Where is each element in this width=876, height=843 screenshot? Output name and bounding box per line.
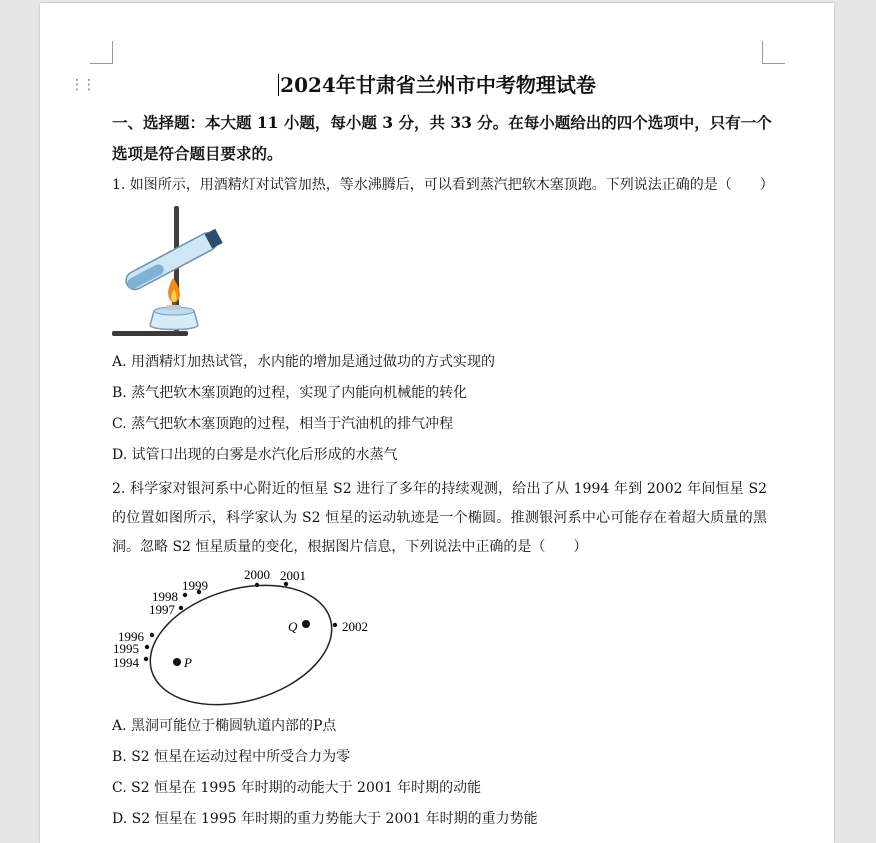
document-title[interactable]: 2024年甘肃省兰州市中考物理试卷 (280, 73, 596, 97)
question-1-option-d: D. 试管口出现的白雾是水汽化后形成的水蒸气 (112, 447, 398, 463)
year-label: 1995 (113, 641, 139, 656)
year-label: 1997 (149, 602, 175, 617)
question-2-option-a: A. 黑洞可能位于椭圆轨道内部的P点 (112, 718, 337, 734)
margin-corner-mark (762, 41, 785, 64)
year-label: 1998 (152, 589, 178, 604)
year-label: 2002 (342, 619, 368, 634)
margin-corner-mark (90, 41, 113, 64)
orbit-point (255, 583, 259, 587)
orbit-point (183, 593, 187, 597)
question-2-option-c: C. S2 恒星在 1995 年时期的动能大于 2001 年时期的动能 (112, 780, 482, 796)
question-1-option-a: A. 用酒精灯加热试管，水内能的增加是通过做功的方式实现的 (112, 354, 496, 370)
year-label: 1996 (118, 629, 144, 644)
point-p-marker (173, 658, 181, 666)
alcohol-lamp-figure (110, 203, 226, 343)
year-label: 2000 (244, 567, 270, 582)
orbit-point (179, 606, 183, 610)
question-1-stem: 1. 如图所示，用酒精灯对试管加热，等水沸腾后，可以看到蒸汽把软木塞顶跑。下列说法正确的是（ ） (112, 177, 774, 193)
document-page[interactable] (40, 3, 834, 843)
text-cursor (278, 74, 279, 96)
orbit-point (145, 645, 149, 649)
section-heading: 一、选择题：本大题 11 小题，每小题 3 分，共 33 分。在每小题给出的四个选项中，只有一个选项是符合题目要求的。 (112, 113, 772, 163)
point-q-label: Q (288, 619, 298, 634)
question-2-option-d: D. S2 恒星在 1995 年时期的重力势能大于 2001 年时期的重力势能 (112, 811, 538, 827)
orbit-point (333, 623, 337, 627)
year-label: 1994 (113, 655, 139, 670)
year-label: 1999 (182, 578, 208, 593)
question-2-option-b: B. S2 恒星在运动过程中所受合力为零 (112, 749, 351, 765)
question-1-option-b: B. 蒸气把软木塞顶跑的过程，实现了内能向机械能的转化 (112, 385, 468, 401)
question-2-stem: 2. 科学家对银河系中心附近的恒星 S2 进行了多年的持续观测，给出了从 1994 年到 2002 年间恒星 S2 的位置如图所示，科学家认为 S2 恒星的运动轨迹是一个椭圆。推测银河系中心可能存在着超大质量的黑洞。忽略 S2 恒星质量的变化，根据图片信息，下列说法中正确的是（ ） (112, 481, 767, 555)
s2-orbit-figure (102, 563, 382, 713)
point-p-label: P (184, 655, 192, 670)
orbit-point (144, 657, 148, 661)
question-1-option-c: C. 蒸气把软木塞顶跑的过程，相当于汽油机的排气冲程 (112, 416, 454, 432)
drag-handle-icon[interactable]: ⋮⋮ (70, 77, 94, 93)
orbit-point (150, 633, 154, 637)
point-q-marker (302, 620, 310, 628)
year-label: 2001 (280, 568, 306, 583)
